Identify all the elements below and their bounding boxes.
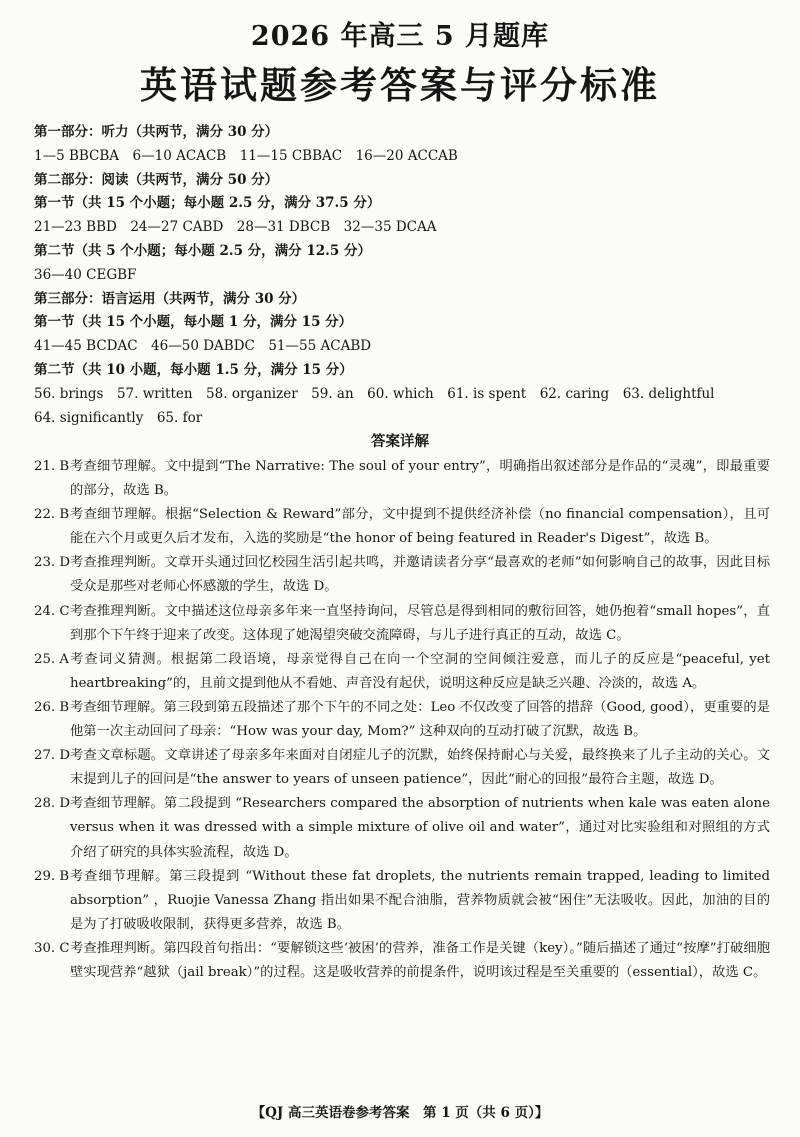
part2-section2-answers: 36—40 CEGBF [34, 266, 137, 283]
part2-section1-heading: 第一节（共 15 个小题；每小题 2.5 分，满分 37.5 分） [34, 195, 381, 212]
details-heading: 答案详解 [371, 433, 429, 450]
explanation-text: 考查细节理解。第二段提到 “Researchers compared the absorption of nutrients when kale was eaten alone versus when it was dressed with a simple mixture of olive oil and water”，通过对比实验组和对照组的方式介绍了研究的具体实验流程，故选 D。 [70, 796, 770, 860]
answer-summary [34, 121, 774, 430]
question-number: 23. D [34, 555, 71, 571]
question-number: 21. B [34, 459, 70, 474]
part2-heading: 第二部分：阅读（共两节，满分 50 分） [34, 171, 279, 188]
question-number: 24. C [34, 603, 70, 619]
question-number: 27. D [34, 748, 71, 764]
explanation-text: 考查细节理解。文中提到“The Narrative: The soul of your entry”，明确指出叙述部分是作品的“灵魂”，即最重要的部分，故选 B。 [70, 459, 770, 499]
explanation-item [34, 503, 770, 551]
explanation-item [34, 792, 770, 864]
explanation-item [34, 600, 770, 648]
question-number: 22. B [34, 507, 70, 523]
part3-section1-heading: 第一节（共 15 个小题，每小题 1 分，满分 15 分） [34, 314, 353, 331]
part3-section2-answers-line1: 56. brings 57. written 58. organizer 59. an 60. which 61. is spent 62. caring 63. delightful [34, 385, 715, 402]
part1-heading: 第一部分：听力（共两节，满分 30 分） [34, 124, 279, 140]
explanation-item [34, 648, 770, 696]
explanation-text: 考查推理判断。第四段首句指出：“要解锁这些‘被困’的营养，准备工作是关键（key）。”随后描述了通过“按摩”打破细胞壁实现营养“越狱（jail break）”的过程。这是吸收营养的前提条件，说明该过程是至关重要的（essential），故选 C。 [70, 940, 770, 980]
question-number: 26. B [34, 699, 70, 715]
document-title: 英语试题参考答案与评分标准 [140, 63, 660, 107]
answer-explanations [34, 455, 770, 985]
question-number: 30. C [34, 940, 70, 956]
part2-section2-heading: 第二节（共 5 个小题；每小题 2.5 分，满分 12.5 分） [34, 242, 371, 259]
explanation-item [34, 865, 770, 937]
part3-section2-heading: 第二节（共 10 小题，每小题 1.5 分，满分 15 分） [34, 361, 353, 378]
part2-section1-answers: 21—23 BBD 24—27 CABD 28—31 DBCB 32—35 DCAA [34, 219, 437, 236]
part3-section1-answers: 41—45 BCDAC 46—50 DABDC 51—55 ACABD [34, 338, 372, 355]
explanation-text: 考查推理判断。文中描述这位母亲多年来一直坚持询问，尽管总是得到相同的敷衍回答，她仍抱着“small hopes”，直到那个下午终于迎来了改变。这体现了她渴望突破交流障碍，与儿子进行真正的互动，故选 C。 [70, 603, 770, 643]
explanation-text: 考查文章标题。文章讲述了母亲多年来面对自闭症儿子的沉默，始终保持耐心与关爱，最终换来了儿子主动的关心。文末提到儿子的回问是“the answer to years of unseen patience”，因此“耐心的回报”最符合主题，故选 D。 [70, 748, 770, 788]
part3-section2-answers-line2: 64. significantly 65. for [34, 409, 203, 426]
question-number: 25. A [34, 651, 69, 667]
question-number: 28. D [34, 796, 71, 812]
explanation-text: 考查细节理解。根据“Selection & Reward”部分，文中提到不提供经济补偿（no financial compensation），且可能在六个月或更久后才发布，入选的奖励是“the honor of being featured in Reader's Digest”，故选 B。 [70, 507, 770, 547]
explanation-item [34, 696, 770, 744]
part3-heading: 第三部分：语言运用（共两节，满分 30 分） [34, 290, 306, 307]
explanation-item [34, 551, 770, 599]
part1-answers: 1—5 BBCBA 6—10 ACACB 11—15 CBBAC 16—20 ACCAB [34, 147, 458, 164]
explanation-text: 考查推理判断。文章开头通过回忆校园生活引起共鸣，并邀请读者分享“最喜欢的老师”如何影响自己的故事，因此目标受众是那些对老师心怀感激的学生，故选 D。 [70, 555, 770, 595]
explanation-text: 考查词义猜测。根据第二段语境，母亲觉得自己在向一个空洞的空间倾注爱意，而儿子的反应是“peaceful, yet heartbreaking”的，且前文提到他从不看她、声音没有起伏，说明这种反应是缺乏兴趣、冷淡的，故选 A。 [70, 651, 770, 691]
explanation-item [34, 455, 770, 503]
page-footer: 【QJ 高三英语卷参考答案 第 1 页（共 6 页）】 [251, 1105, 549, 1121]
explanation-item [34, 744, 770, 792]
explanation-text: 考查细节理解。第三段到第五段描述了那个下午的不同之处：Leo 不仅改变了回答的措辞（Good, good），更重要的是他第一次主动回问了母亲：“How was your day, Mom?” 这种双向的互动打破了沉默，故选 B。 [70, 699, 770, 740]
explanation-item [34, 937, 770, 985]
explanation-text: 考查细节理解。第三段提到 “Without these fat droplets, the nutrients remain trapped, leading to limited absorption” ，Ruojie Vanessa Zhang 指出如果不配合油脂，营养物质就会被“困住”无法吸收。因此，加油的目的是为了打破吸收限制，获得更多营养，故选 B。 [70, 868, 770, 932]
question-number: 29. B [34, 868, 70, 884]
exam-title: 2026 年高三 5 月题库 [250, 21, 550, 52]
